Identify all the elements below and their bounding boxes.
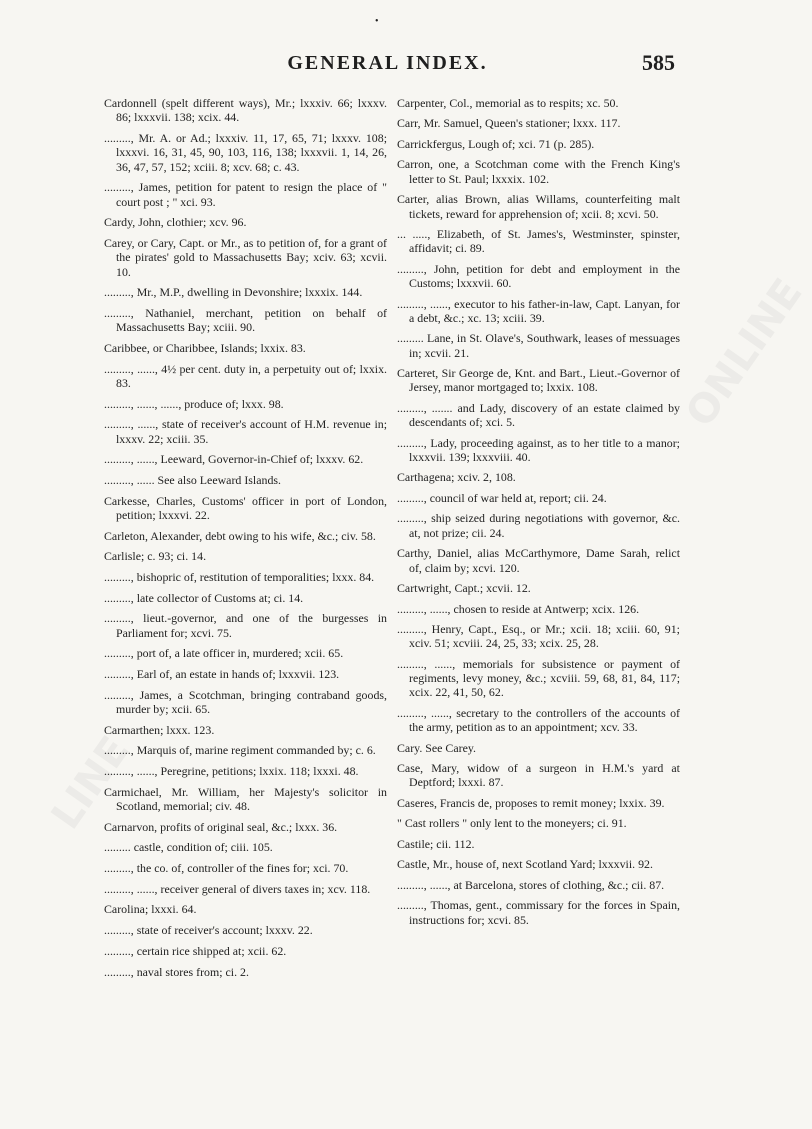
index-entry: ........., late collector of Customs at; ci. 14. [104,590,304,605]
index-entry: Carmichael, Mr. William, her Majesty's solicitor in Scotland, memorial; civ. 48. [104,784,387,814]
index-entry: ........., ....... and Lady, discovery of an estate claimed by descendants of; xci. 5. [397,400,680,430]
index-entry: ........., ......, Peregrine, petitions; lxxix. 118; lxxxi. 48. [104,764,359,779]
index-entry: Carnarvon, profits of original seal, &c.; lxxx. 36. [104,819,338,834]
index-entry: ......... castle, condition of; ciii. 105. [104,840,273,855]
index-entry: ........., port of, a late officer in, murdered; xcii. 65. [104,646,344,661]
page-number: 585 [642,50,675,75]
index-entry: ........., ......, secretary to the controllers of the accounts of the army, petition as to an appointment; xcv. 33. [397,705,680,735]
index-column-right [397,96,680,933]
index-entry: ........., ......, ......, produce of; lxxx. 98. [104,396,284,411]
index-entry: ........., ...... See also Leeward Islands. [104,472,281,487]
index-entry: Carey, or Cary, Capt. or Mr., as to petition of, for a grant of the pirates' gold to Massachusetts Bay; xciv. 63; xcvii. 10. [104,235,387,279]
index-entry: Carrickfergus, Lough of; xci. 71 (p. 285). [397,136,595,151]
index-entry: Cardy, John, clothier; xcv. 96. [104,215,247,230]
index-entry: Castile; cii. 112. [397,836,475,851]
index-entry: ........., ......, chosen to reside at Antwerp; xcix. 126. [397,601,640,616]
index-entry: Castle, Mr., house of, next Scotland Yard; lxxxvii. 92. [397,857,653,872]
index-entry: Carthagena; xciv. 2, 108. [397,470,516,485]
watermark: LINE [42,728,139,838]
index-entry: Carthy, Daniel, alias McCarthymore, Dame Sarah, relict of, claim by; xcvi. 120. [397,546,680,575]
index-entry: ........., Nathaniel, merchant, petition on behalf of Massachusetts Bay; xciii. 90. [104,305,387,335]
index-entry: ........., ......, state of receiver's account of H.M. revenue in; lxxxv. 22; xciii. 35. [104,417,387,446]
index-entry: ........., lieut.-governor, and one of the burgesses in Parliament for; xcvi. 75. [104,611,387,640]
index-entry: ........., Lady, proceeding against, as to her title to a manor; lxxxvii. 139; lxxxviii. 40. [397,435,680,464]
index-entry: ........., ......, executor to his father-in-law, Capt. Lanyan, for a debt, &c.; xc. 13; xciii. 39. [397,296,680,325]
index-entry: ........., ......, receiver general of divers taxes in; xcv. 118. [104,881,371,896]
index-entry: Carron, one, a Scotchman come with the French King's letter to St. Paul; lxxxix. 102. [397,157,680,186]
index-entry: ........., the co. of, controller of the fines for; xci. 70. [104,861,349,876]
index-entry: ........., ......, 4½ per cent. duty in, a perpetuity out of; lxxix. 83. [104,361,387,390]
index-entry: Carter, alias Brown, alias Willams, counterfeiting malt tickets, reward for apprehension of; xcii. 8; xcvi. 50. [397,192,680,221]
index-column-left [104,96,387,985]
index-entry: Carteret, Sir George de, Knt. and Bart., Lieut.-Governor of Jersey, manor mortgaged to; lxxix. 108. [397,366,680,395]
index-entry: Caribbee, or Charibbee, Islands; lxxix. 83. [104,340,306,355]
index-entry: Carpenter, Col., memorial as to respits; xc. 50. [397,96,619,110]
index-entry: Cary. See Carey. [397,740,477,755]
index-entry: Carleton, Alexander, debt owing to his wife, &c.; civ. 58. [104,528,376,543]
index-entry: ........., Henry, Capt., Esq., or Mr.; xcii. 18; xciii. 60, 91; xciv. 51; xcviii. 24, 25, 33; xcix. 25, 28. [397,621,680,651]
index-entry: ........., James, petition for patent to resign the place of " court post ; " xci. 93. [104,180,387,209]
index-entry: Case, Mary, widow of a surgeon in H.M.'s yard at Deptford; lxxxi. 87. [397,761,680,790]
page-header [100,46,675,80]
index-entry: ........., ......, Leeward, Governor-in-Chief of; lxxxv. 62. [104,452,364,467]
index-entry: ........., Earl of, an estate in hands of; lxxxvii. 123. [104,667,340,682]
index-entry: ........., Mr., M.P., dwelling in Devonshire; lxxxix. 144. [104,285,363,300]
index-entry: Caseres, Francis de, proposes to remit money; lxxix. 39. [397,795,665,810]
index-entry: ........., ......, at Barcelona, stores of clothing, &c.; cii. 87. [397,877,665,892]
index-entry: ........., certain rice shipped at; xcii. 62. [104,943,287,958]
index-entry: ........., naval stores from; ci. 2. [104,964,249,979]
ink-dot: • [375,16,379,27]
index-entry: ........., John, petition for debt and employment in the Customs; lxxxvii. 60. [397,261,680,291]
index-entry: Cartwright, Capt.; xcvii. 12. [397,581,531,596]
watermark: ONLINE [677,270,812,436]
index-entry: ........., Marquis of, marine regiment commanded by; c. 6. [104,743,376,758]
index-entry: ... ....., Elizabeth, of St. James's, Westminster, spinster, affidavit; ci. 89. [397,227,680,256]
index-entry: ........., council of war held at, report; cii. 24. [397,490,607,505]
index-entry: Carlisle; c. 93; ci. 14. [104,549,207,564]
index-entry: ........., James, a Scotchman, bringing contraband goods, murder by; xcii. 65. [104,687,387,716]
index-entry: ........., ship seized during negotiations with governor, &c. at, not prize; cii. 24. [397,511,680,540]
index-entry: " Cast rollers " only lent to the moneyers; ci. 91. [397,816,627,831]
index-entry: Carmarthen; lxxx. 123. [104,722,215,737]
index-entry: ........., ......, memorials for subsistence or payment of regiments, levy money, &c.; xcviii. 59, 68, 81, 84, 117; xcix. 22, 41, 50, 62. [397,656,680,700]
page-title: GENERAL INDEX. [287,52,488,74]
index-entry: ........., Mr. A. or Ad.; lxxxiv. 11, 17, 65, 71; lxxxv. 108; lxxxvi. 16, 31, 45, 90, 103, 116, 138; lxxxvii. 1, 14, 26, 36, 47, 57, 152; xciii. 8; xcv. 68; c. 43. [104,130,387,174]
index-entry: ........., state of receiver's account; lxxxv. 22. [104,923,313,938]
index-entry: Carkesse, Charles, Customs' officer in port of London, petition; lxxxvi. 22. [104,493,387,522]
index-entry: Cardonnell (spelt different ways), Mr.; lxxxiv. 66; lxxxv. 86; lxxxvii. 138; xcix. 44. [104,96,387,125]
index-entry: ........., Thomas, gent., commissary for the forces in Spain, instructions for; xcvi. 85. [397,898,680,927]
index-entry: ......... Lane, in St. Olave's, Southwark, leases of messuages in; xcvii. 21. [397,331,680,360]
index-entry: ........., bishopric of, restitution of temporalities; lxxx. 84. [104,569,375,584]
index-entry: Carr, Mr. Samuel, Queen's stationer; lxxx. 117. [397,116,621,131]
index-entry: Carolina; lxxxi. 64. [104,902,197,917]
